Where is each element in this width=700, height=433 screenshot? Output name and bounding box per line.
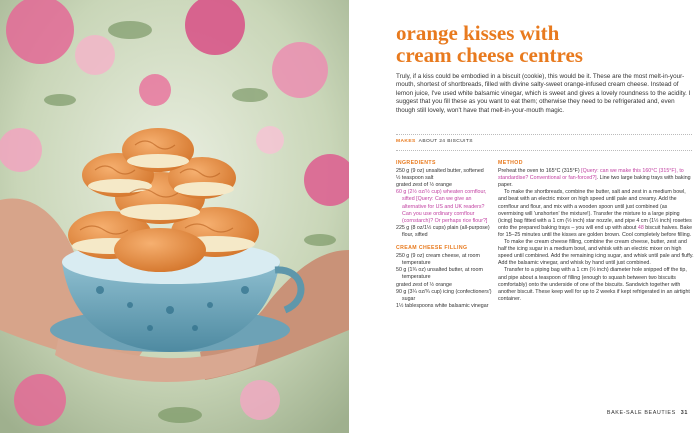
method-step-2 xyxy=(498,189,694,239)
method-step-4: Transfer to a piping bag with a 1 cm (½ inch) diameter hole snipped off the tip, and pipe about a teaspoon of filling (enough to squash between two biscuits comfortably) onto the underside of one of the biscuits. Sandwich together with another biscuit. These keep well for up to 2 weeks if kept refrigerated in an airtight container. xyxy=(498,267,690,302)
method-step-1-text: Preheat the oven to 165°C (315°F) xyxy=(498,168,580,175)
filling-item: 1½ tablespoons white balsamic vinegar xyxy=(396,302,489,309)
method-step-1-end: . Line two large baking trays with baking paper. xyxy=(498,175,691,189)
method-step-2-query: 48 xyxy=(637,224,644,231)
method-step-1-query: [Query: can we make this 160°C (315°F), to standardise? Conventional or fan-forced?] xyxy=(498,168,684,182)
ingredients-heading: INGREDIENTS xyxy=(396,160,436,166)
divider-top xyxy=(396,134,692,135)
section-name: BAKE-SALE BEAUTIES xyxy=(606,410,676,416)
recipe-intro: Truly, if a kiss could be embodied in a biscuit (cookie), this would be it. These are the most melt-in-your-mouth, shortest of shortbreads, filled with divine salty-sweet orange-infused cream cheese. Instead of lemon juice, I've used white balsamic vinegar, which is sweet and gives a lovely roundness to the acidity. I suggest that you fill these as you want to eat them; otherwise they need to be refrigerated and, even though still lovely, won't have that melt-in-your-mouth magic. xyxy=(396,73,691,114)
ingredient-item: 250 g (9 oz) unsalted butter, softened xyxy=(396,168,484,175)
recipe-photo xyxy=(0,0,349,433)
filling-item: 90 g (3¼ oz/¾ cup) icing (confectioners') sugar xyxy=(396,288,492,302)
recipe-title-line2: cream cheese centres xyxy=(396,43,583,67)
page-number: 31 xyxy=(680,410,688,416)
makes-value: ABOUT 24 BISCUITS xyxy=(418,139,473,144)
ingredient-item: 225 g (8 oz/1½ cups) plain (all-purpose) flour, sifted xyxy=(396,224,490,238)
method-step-2-text: To make the shortbreads, combine the butter, salt and zest in a medium bowl, and beat with an electric mixer on high speed until pale and creamy. Add the cornflour and flour, and mix with a wooden spoon until just combined (as overmixing will 'unshorten' the mixture!). Transfer the mixture to a large piping (icing) bag fitted with a 1 cm (½ inch) star nozzle, and pipe 4 cm (1½ inch) rosettes onto the prepared baking trays – you will end up with about xyxy=(498,189,692,231)
filling-list xyxy=(396,253,493,310)
ingredient-item-query: 60 g (2½ oz/½ cup) wheaten cornflour, sifted [Query: Can we give an alternative for US and UK readers? Can you use ordinary cornflour (cornstarch)? Or perhaps rice flour?] xyxy=(396,189,488,224)
method-column xyxy=(498,160,694,303)
orange-kisses-teacup-illustration xyxy=(0,0,349,433)
ingredient-item: grated zest of ½ orange xyxy=(396,182,452,189)
ingredients-column xyxy=(396,160,493,310)
filling-heading: CREAM CHEESE FILLING xyxy=(396,245,468,252)
page-footer xyxy=(607,410,688,416)
divider-bottom xyxy=(396,150,692,151)
recipe-page xyxy=(349,0,700,433)
recipe-title-line1: orange kisses with xyxy=(396,21,560,45)
makes-line xyxy=(396,139,692,144)
filling-item: grated zest of ½ orange xyxy=(396,281,452,288)
recipe-title xyxy=(396,22,696,66)
filling-item: 250 g (9 oz) cream cheese, at room temperature xyxy=(396,253,480,267)
method-heading: METHOD xyxy=(498,160,523,166)
filling-item: 50 g (1¾ oz) unsalted butter, at room temperature xyxy=(396,267,483,281)
method-step-1 xyxy=(498,168,694,189)
ingredients-list xyxy=(396,168,493,239)
ingredient-item: ½ teaspoon salt xyxy=(396,175,434,182)
method-step-3: To make the cream cheese filling, combine the cream cheese, butter, zest and half the icing sugar in a medium bowl, and whisk with an electric mixer on high speed until combined. Add the remaining icing sugar, and whisk until pale and fluffy. Add the balsamic vinegar, and whisk by hand until just combined. xyxy=(498,239,694,267)
method-step-2-end: biscuit halves. Bake for 15–25 minutes until the kisses are golden brown. Cool completely before filling. xyxy=(498,224,693,238)
makes-label: MAKES xyxy=(396,139,416,144)
